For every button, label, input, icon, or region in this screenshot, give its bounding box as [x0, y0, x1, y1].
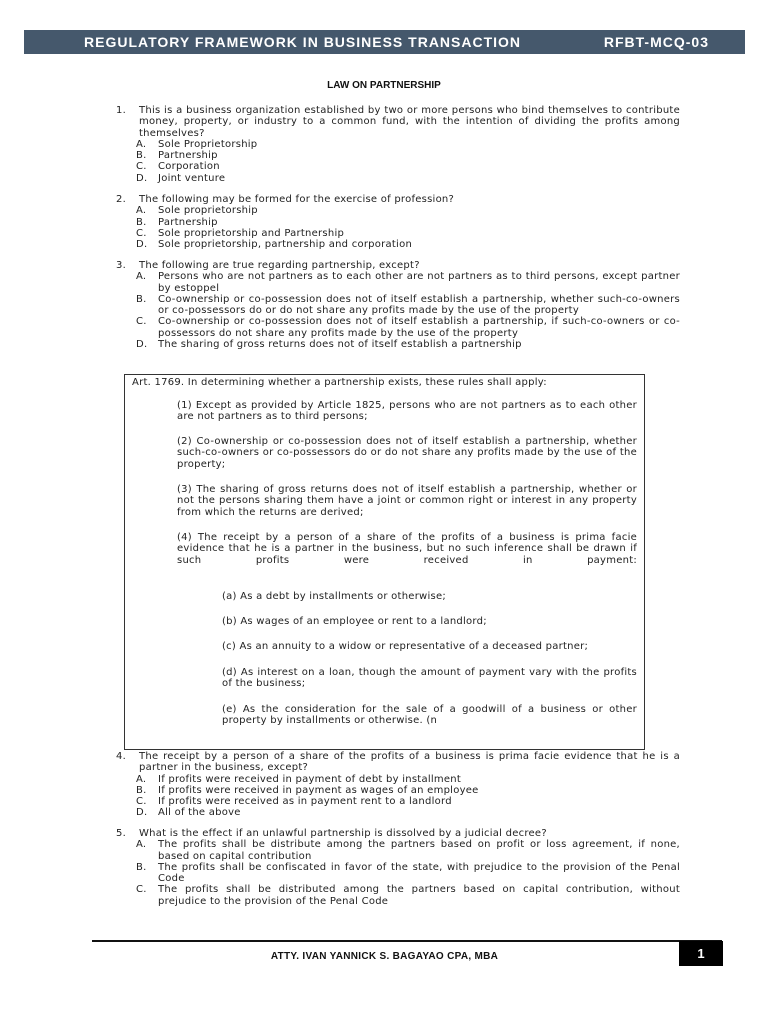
option-c: C. Co-ownership or co-possession does not of itself establish a partnership, if such-co-owners or co-possessors do not share any profits made by the use of the property: [136, 316, 680, 339]
article-subrule-b: (b) As wages of an employee or rent to a landlord;: [222, 616, 487, 627]
article-subrule-d: (d) As interest on a loan, though the amount of payment vary with the profits of the business;: [222, 667, 637, 690]
article-rule-3: (3) The sharing of gross returns does not of itself establish a partnership, whether or not the persons sharing them have a joint or common right or interest in any property from which the returns are derived;: [177, 484, 637, 518]
footer-author: ATTY. IVAN YANNICK S. BAGAYAO CPA, MBA: [270, 951, 499, 962]
option-d: D. All of the above: [136, 807, 241, 819]
header-bar: [24, 30, 745, 54]
option-d: D. Sole proprietorship, partnership and corporation: [136, 239, 413, 251]
option-c: C. Sole proprietorship and Partnership: [136, 227, 345, 239]
option-a: A. Persons who are not partners as to each other are not partners as to third persons, except partner by estoppel: [136, 271, 680, 294]
question-stem: The receipt by a person of a share of the profits of a business is prima facie evidence that he is a partner in the business, except?: [139, 751, 680, 774]
option-b: B. If profits were received in payment as wages of an employee: [136, 784, 479, 796]
option-d: D. Joint venture: [136, 172, 226, 184]
option-c: C. The profits shall be distributed among the partners based on capital contribution, without prejudice to the provision of the Penal Code: [136, 884, 680, 907]
article-subrule-e: (e) As the consideration for the sale of a goodwill of a business or other property by installments or otherwise. (n: [222, 704, 637, 727]
footer-divider: [92, 940, 722, 942]
article-rule-1: (1) Except as provided by Article 1825, persons who are not partners as to each other are not partners as to third persons;: [177, 400, 637, 423]
article-subrule-a: (a) As a debt by installments or otherwise;: [222, 591, 446, 602]
option-b: B. Partnership: [136, 216, 218, 228]
option-a: A. Sole proprietorship: [136, 205, 258, 217]
article-subrule-c: (c) As an annuity to a widow or representative of a deceased partner;: [222, 641, 589, 652]
option-b: B. Co-ownership or co-possession does not of itself establish a partnership, whether such-co-owners or co-possessors do or do not share any profits made by the use of the property: [136, 293, 680, 317]
question-5: [116, 828, 680, 907]
option-c: C. If profits were received as in payment rent to a landlord: [136, 796, 452, 808]
question-2: [116, 194, 680, 250]
question-number: 4.: [116, 751, 127, 762]
question-number: 2.: [116, 194, 127, 205]
question-stem: The following are true regarding partnership, except?: [139, 260, 420, 271]
question-number: 1.: [116, 105, 127, 116]
question-stem: What is the effect if an unlawful partnership is dissolved by a judicial decree?: [139, 828, 547, 839]
option-b: B. Partnership: [136, 150, 218, 162]
article-1769-box: [124, 374, 645, 750]
question-1: [116, 105, 680, 184]
question-number: 5.: [116, 828, 127, 839]
option-a: A. If profits were received in payment of debt by installment: [136, 773, 462, 785]
header-title: REGULATORY FRAMEWORK IN BUSINESS TRANSACTION: [84, 34, 522, 50]
article-heading: Art. 1769. In determining whether a partnership exists, these rules shall apply:: [132, 377, 547, 388]
question-stem: The following may be formed for the exercise of profession?: [139, 194, 455, 205]
option-a: A. Sole Proprietorship: [136, 138, 258, 150]
header-code: RFBT-MCQ-03: [603, 34, 709, 50]
option-a: A. The profits shall be distribute among the partners based on profit or loss agreement, if none, based on capital contribution: [136, 839, 680, 862]
option-c: C. Corporation: [136, 161, 220, 173]
question-3: [116, 260, 680, 350]
document-title: LAW ON PARTNERSHIP: [327, 80, 441, 91]
article-rule-2: (2) Co-ownership or co-possession does not of itself establish a partnership, whether such-co-owners or co-possessors do or do not share any profits made by the use of the property;: [177, 436, 637, 470]
option-d: D. The sharing of gross returns does not of itself establish a partnership: [136, 339, 522, 351]
page-number: 1: [679, 941, 723, 966]
option-b: B. The profits shall be confiscated in favor of the state, with prejudice to the provision of the Penal Code: [136, 861, 680, 885]
question-4: [116, 751, 680, 819]
article-rule-4: (4) The receipt by a person of a share of the profits of a business is prima facie evidence that he is a partner in the business, but no such inference shall be drawn if such profits were received in payment:: [177, 532, 637, 566]
question-number: 3.: [116, 260, 127, 271]
question-stem: This is a business organization established by two or more persons who bind themselves to contribute money, property, or industry to a common fund, with the intention of dividing the profits among themselves?: [139, 105, 680, 139]
